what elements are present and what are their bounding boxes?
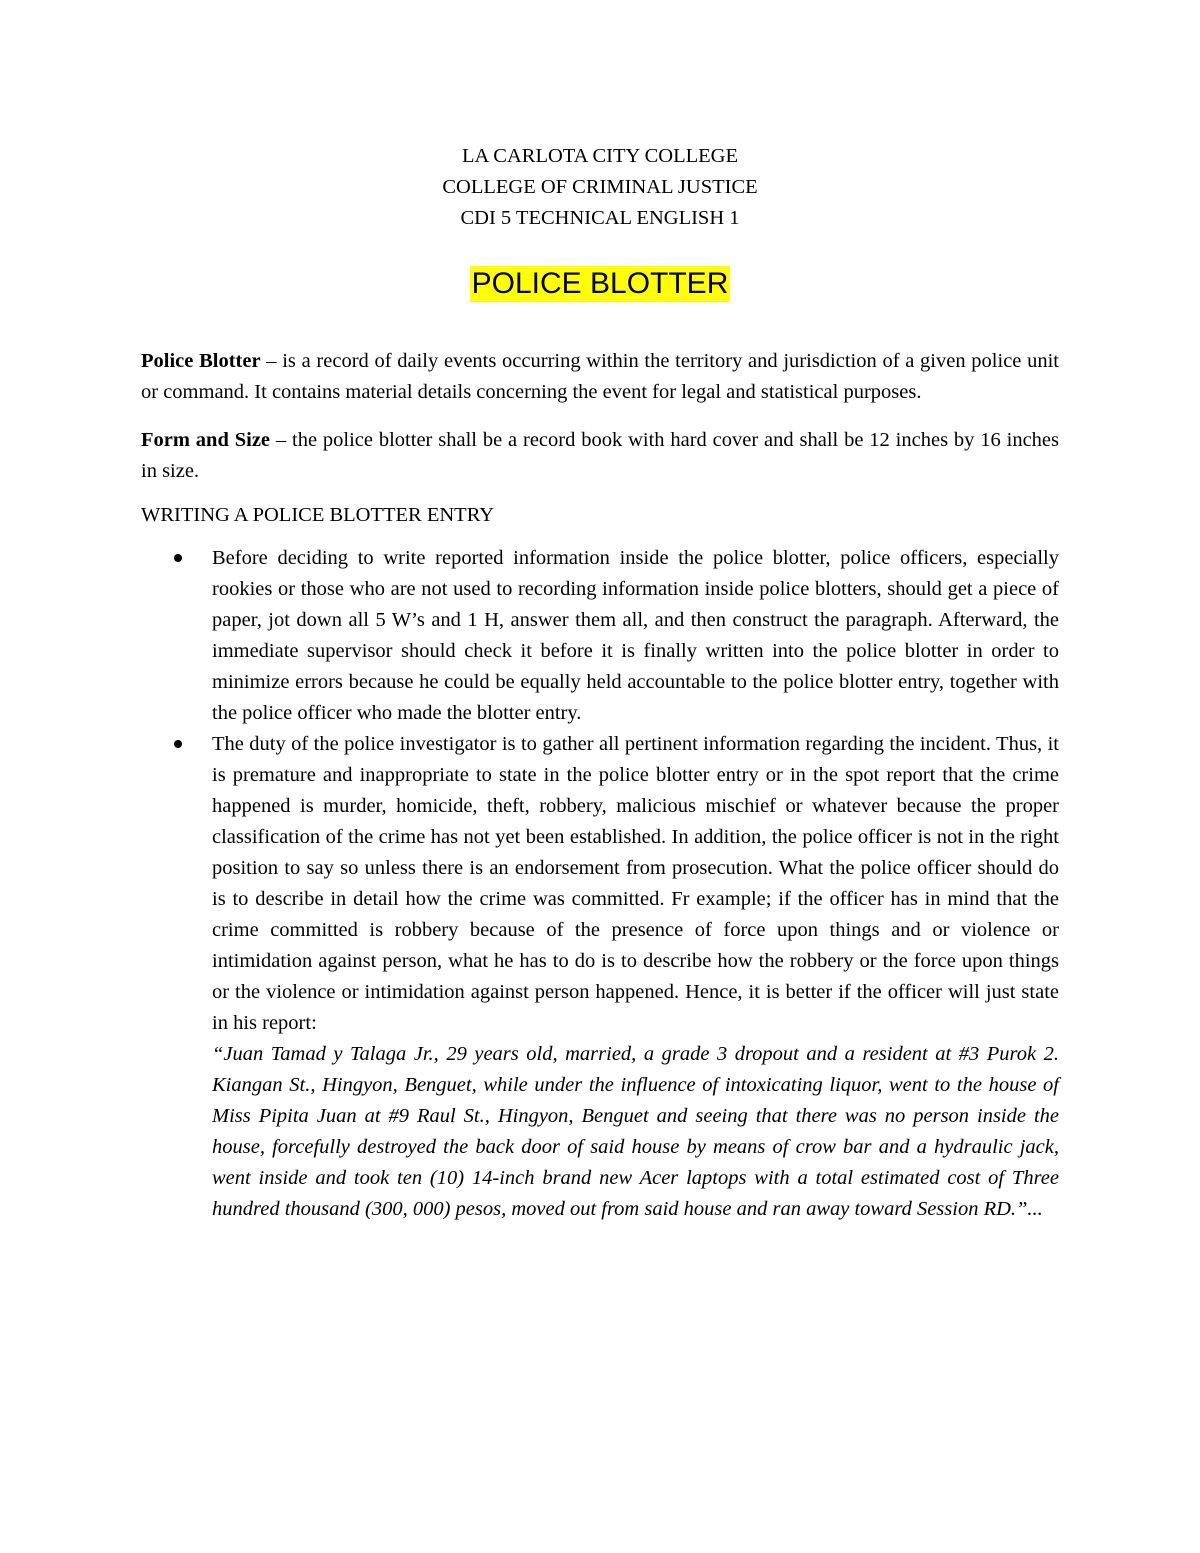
bullet-list: [141, 543, 1059, 1225]
list-item-text: The duty of the police investigator is to gather all pertinent information regarding the incident. Thus, it is premature and inappropriate to state in the police blotter entry or in the spot report that the crime happened is murder, homicide, theft, robbery, malicious mischief or whatever because the proper classification of the crime has not yet been established. In addition, the police officer is not in the right position to say so unless there is an endorsement from prosecution. What the police officer should do is to describe in detail how the crime was committed. Fr example; if the officer has in mind that the crime committed is robbery because of the presence of force upon things and or violence or intimidation against person, what he has to do is to describe how the robbery or the force upon things or the violence or intimidation against person happened. Hence, it is better if the officer will just state in his report:: [212, 733, 1059, 1034]
definition-police-blotter: [141, 346, 1059, 408]
college-name: COLLEGE OF CRIMINAL JUSTICE: [442, 176, 758, 198]
document-body: [141, 346, 1059, 1225]
list-item: [141, 729, 1059, 1225]
definition-text: – the police blotter shall be a record book with hard cover and shall be 12 inches by 16 inches in size.: [141, 429, 1060, 482]
course-name: CDI 5 TECHNICAL ENGLISH 1: [460, 207, 740, 229]
definition-form-and-size: [141, 425, 1059, 487]
list-item: [141, 543, 1059, 729]
page-title: POLICE BLOTTER: [471, 267, 729, 300]
document-header: [0, 141, 1200, 234]
definition-text: – is a record of daily events occurring within the territory and jurisdiction of a given police unit or command. It contains material details concerning the event for legal and statistical purposes.: [141, 350, 1059, 403]
list-item-text: Before deciding to write reported information inside the police blotter, police officers, especially rookies or those who are not used to recording information inside police blotters, should get a piece of paper, jot down all 5 W’s and 1 H, answer them all, and then construct the paragraph. Afterward, the immediate supervisor should check it before it is finally written into the police blotter in order to minimize errors because he could be equally held accountable to the police blotter entry, together with the police officer who made the blotter entry.: [212, 547, 1059, 724]
title-container: [0, 266, 1200, 302]
bullet-dot-icon: [174, 554, 182, 562]
section-heading: WRITING A POLICE BLOTTER ENTRY: [141, 504, 495, 526]
example-quote: “Juan Tamad y Talaga Jr., 29 years old, married, a grade 3 dropout and a resident at #3 Purok 2. Kiangan St., Hingyon, Benguet, while under the influence of intoxicating liquor, went to the house of Miss Pipita Juan at #9 Raul St., Hingyon, Benguet and seeing that there was no person inside the house, forcefully destroyed the back door of said house by means of crow bar and a hydraulic jack, went inside and took ten (10) 14-inch brand new Acer laptops with a total estimated cost of Three hundred thousand (300, 000) pesos, moved out from said house and ran away toward Session RD.”...: [212, 1043, 1059, 1220]
definition-term: Police Blotter: [141, 350, 261, 372]
school-name: LA CARLOTA CITY COLLEGE: [461, 145, 739, 167]
definition-term: Form and Size: [141, 429, 271, 451]
bullet-dot-icon: [174, 740, 182, 748]
